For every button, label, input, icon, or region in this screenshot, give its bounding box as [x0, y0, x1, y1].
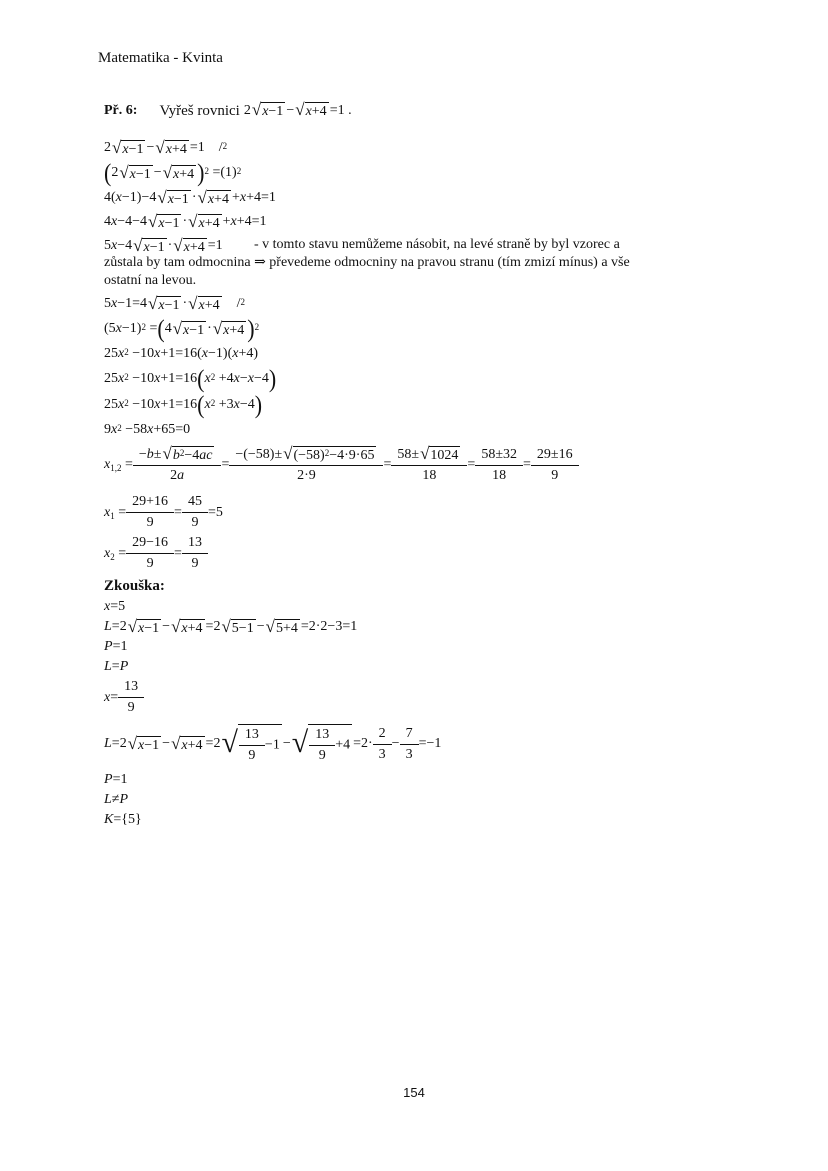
eq-line: 25 x $^2$ −10 x +1=16( x −1)( x +4) [104, 346, 259, 361]
eq-line: 2 √ x−1 − √ x+4 =1 / $^2$ [104, 138, 228, 157]
solution [104, 134, 664, 830]
eq-line: 25 x $^2$ −10 x +1=16 ( x $^2$ +3 x −4 ) [104, 390, 263, 419]
task-label: Př. 6: [104, 102, 138, 118]
check-line: L =2 √ x−1 − √ x+4 =2 √ $\frac{13}{9}$ −1 − √ $\frac{13}{9}$ +4 =2· 2 3 − 7 3 =−1 [104, 722, 664, 766]
task-text: Vyřeš rovnici [159, 102, 240, 119]
task-equation: 2 √ x−1 − √ x+4 =1 . [243, 100, 352, 119]
page-header: Matematika - Kvinta [98, 50, 223, 66]
eq-line: 4 x −4−4 √ x−1 · √ x+4 + x +4=1 [104, 212, 267, 231]
explanation-note: - v tomto stavu nemůžeme násobit, na levé straně by byl vzorec a zůstala by tam odmocnina ⇒ převedeme odmocniny na pravou stranu (tím zmizí mínus) a vše ostatní na levou. [104, 237, 630, 288]
page-number: 154 [403, 1085, 425, 1100]
check-line: x = 13 9 [104, 677, 664, 718]
eq-line: 4( x −1)−4 √ x−1 · √ x+4 + x +4=1 [104, 188, 276, 207]
eq-line: 25 x $^2$ −10 x +1=16 ( x $^2$ +4 x − x −4 ) [104, 364, 277, 393]
check-line: L = P [104, 659, 129, 674]
task-statement [104, 100, 352, 121]
eq-line: 9 x $^2$ −58 x +65=0 [104, 422, 191, 437]
root-x2: x $_2$ = 29−16 9 = 13 9 [104, 533, 664, 574]
solution-set: K ={5} [104, 812, 142, 827]
quadratic-formula: x $_{1,2}$ = −b± √ $b^2-4ac$ 2a = −(−58)± √ $(-58)^2-4\cdot 9\cdot 65$ 2·9 = 58± √ 1024 18 = 58±32 18 = 29±16 9 [104, 444, 664, 486]
eq-line: 5 x −4 √ x−1 · √ x+4 =1 [104, 236, 223, 255]
eq-line: 5 x −1=4 √ x−1 · √ x+4 / $^2$ [104, 294, 246, 313]
check-line: P =1 [104, 772, 128, 787]
check-heading: Zkouška: [104, 578, 165, 594]
eq-line: ( 2 √ x−1 − √ x+4 ) $^2$ =(1) $^2$ [104, 158, 242, 187]
root-x1: x $_1$ = 29+16 9 = 45 9 =5 [104, 492, 664, 533]
check-line: x =5 [104, 599, 126, 614]
check-line: L =2 √ x−1 − √ x+4 =2 √ 5−1 − √ 5+4 =2·2−3=1 [104, 617, 358, 636]
eq-line: (5 x −1) $^2$ = ( 4 √ x−1 · √ x+4 ) $^2$ [104, 314, 260, 343]
check-line: P =1 [104, 639, 128, 654]
check-line: L ≠ P [104, 792, 129, 807]
